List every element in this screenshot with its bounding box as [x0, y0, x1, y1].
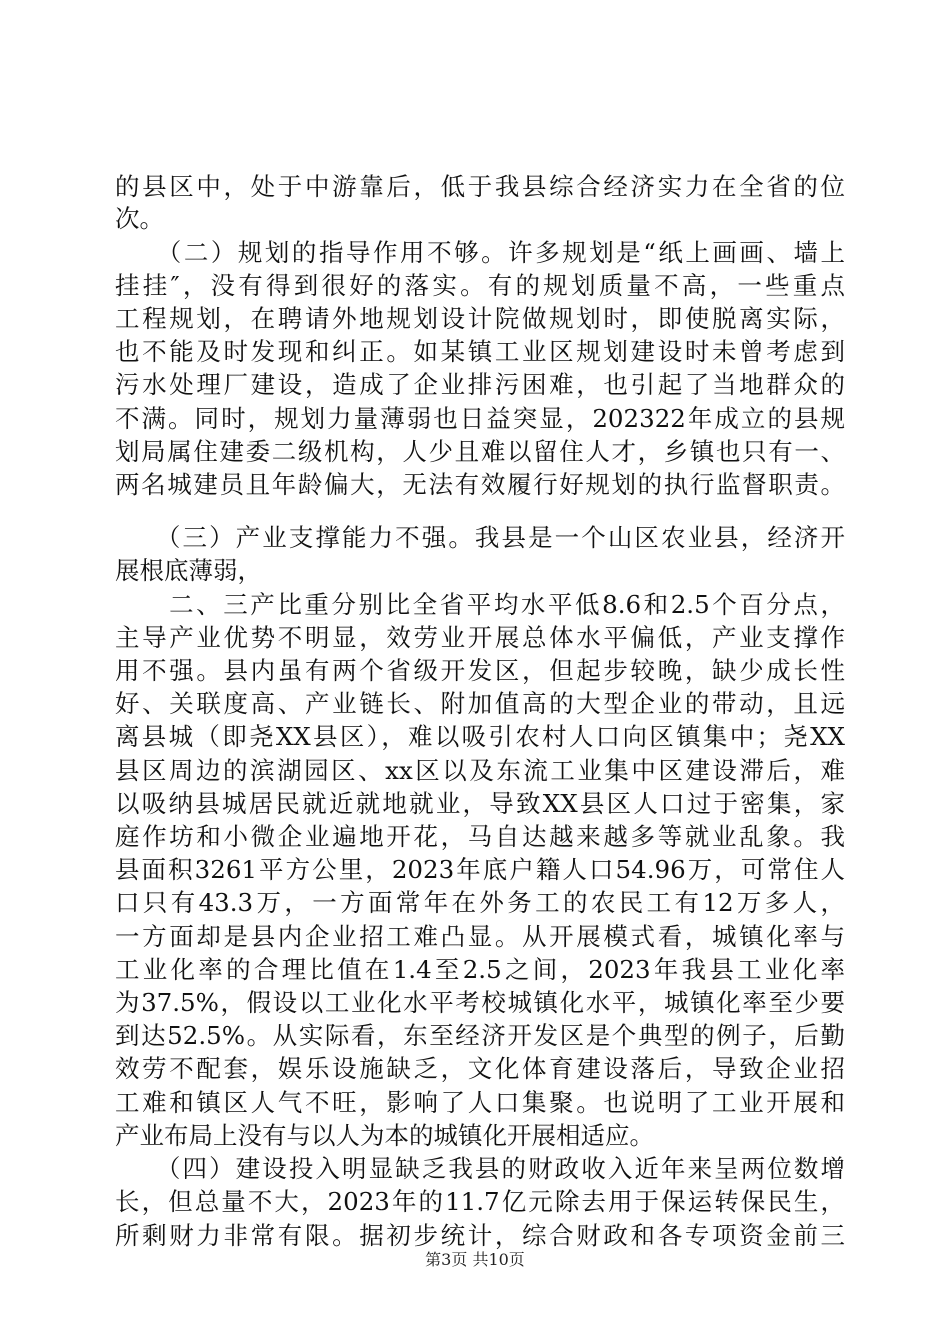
text-line: 不满。同时，规划力量薄弱也日益突显，202322年成立的县规 — [115, 404, 845, 433]
text-line: 污水处理厂建设，造成了企业排污困难，也引起了当地群众的 — [115, 370, 845, 399]
text-line: 挂挂″，没有得到很好的落实。有的规划质量不高，一些重点 — [115, 271, 845, 300]
text-line: 好、关联度高、产业链长、附加值高的大型企业的带动，且远 — [115, 689, 845, 718]
text-line: 划局属住建委二级机构，人少且难以留住人才，乡镇也只有一、 — [115, 437, 845, 466]
text-line: 的县区中，处于中游靠后，低于我县综合经济实力在全省的位 — [115, 172, 845, 201]
text-line: 口只有43.3万，一方面常年在外务工的农民工有12万多人， — [115, 888, 845, 917]
page-footer: 第3页 共10页 — [425, 1250, 525, 1269]
text-line: 所剩财力非常有限。据初步统计，综合财政和各专项资金前三 — [115, 1221, 845, 1250]
text-line: 也不能及时发现和纠正。如某镇工业区规划建设时未曾考虑到 — [115, 337, 845, 366]
text-line: 主导产业优势不明显，效劳业开展总体水平偏低，产业支撑作 — [115, 623, 845, 652]
text-line: 次。 — [115, 204, 164, 233]
text-line: 工难和镇区人气不旺，影响了人口集聚。也说明了工业开展和 — [115, 1088, 845, 1117]
text-line: 工业化率的合理比值在1.4至2.5之间，2023年我县工业化率 — [115, 955, 845, 984]
text-line: 县区周边的滨湖园区、xx区以及东流工业集中区建设滞后，难 — [115, 756, 845, 785]
text-line: 展根底薄弱， — [115, 556, 262, 585]
text-line: 离县城（即尧XX县区），难以吸引农村人口向区镇集中；尧XX — [115, 722, 845, 751]
text-line: 长，但总量不大，2023年的11.7亿元除去用于保运转保民生， — [115, 1187, 845, 1216]
text-line: （四）建设投入明显缺乏我县的财政收入近年来呈两位数增 — [115, 1154, 845, 1183]
text-line: 两名城建员且年龄偏大，无法有效履行好规划的执行监督职责。 — [115, 470, 845, 499]
text-line: 一方面却是县内企业招工难凸显。从开展模式看，城镇化率与 — [115, 922, 845, 951]
text-line: （二）规划的指导作用不够。许多规划是“纸上画画、墙上 — [115, 238, 845, 267]
text-line: 二、三产比重分别比全省平均水平低8.6和2.5个百分点， — [115, 590, 845, 619]
text-line: 效劳不配套，娱乐设施缺乏，文化体育建设落后，导致企业招 — [115, 1054, 845, 1083]
text-line: （三）产业支撑能力不强。我县是一个山区农业县，经济开 — [115, 523, 845, 552]
text-line: 用不强。县内虽有两个省级开发区，但起步较晚，缺少成长性 — [115, 656, 845, 685]
text-line: 产业布局上没有与以人为本的城镇化开展相适应。 — [115, 1121, 654, 1150]
text-line: 工程规划，在聘请外地规划设计院做规划时，即使脱离实际， — [115, 304, 845, 333]
text-line: 县面积3261平方公里，2023年底户籍人口54.96万，可常住人 — [115, 855, 845, 884]
text-line: 为37.5%，假设以工业化水平考校城镇化水平，城镇化率至少要 — [115, 988, 845, 1017]
text-line: 庭作坊和小微企业遍地开花，马自达越来越多等就业乱象。我 — [115, 822, 845, 851]
text-line: 到达52.5%。从实际看，东至经济开发区是个典型的例子，后勤 — [115, 1021, 845, 1050]
text-line: 以吸纳县城居民就近就地就业，导致XX县区人口过于密集，家 — [115, 789, 845, 818]
